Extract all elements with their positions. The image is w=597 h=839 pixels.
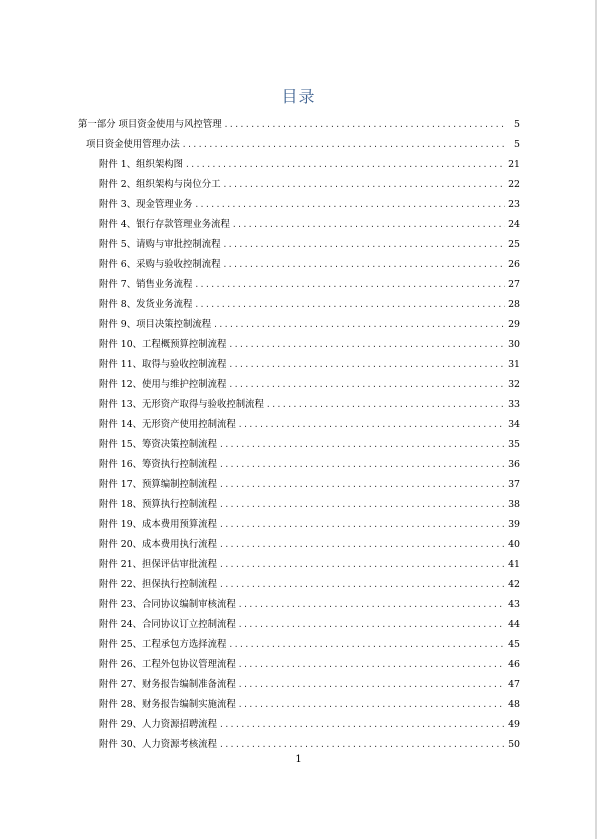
toc-entry-page: 23 — [508, 199, 520, 210]
toc-entry-page: 25 — [508, 239, 520, 250]
toc-entry[interactable] — [99, 735, 520, 751]
toc-entry-label: 附件 14、无形资产使用控制流程 — [99, 419, 236, 430]
toc-entry-label: 附件 16、筹资执行控制流程 — [99, 459, 218, 470]
toc-entry[interactable] — [99, 535, 520, 551]
dot-leader — [238, 699, 505, 711]
dot-leader — [228, 339, 505, 351]
toc-entry[interactable] — [99, 375, 520, 391]
toc-entry-label: 附件 22、担保执行控制流程 — [99, 579, 218, 590]
toc-entry-page: 5 — [514, 119, 520, 130]
toc-entry-label: 附件 24、合同协议订立控制流程 — [99, 619, 236, 630]
toc-entry-label: 附件 27、财务报告编制准备流程 — [99, 679, 236, 690]
dot-leader — [185, 159, 505, 171]
toc-entry-page: 38 — [508, 499, 520, 510]
toc-entry[interactable] — [99, 715, 520, 731]
dot-leader — [182, 139, 505, 151]
toc-entry-label: 附件 6、采购与验收控制流程 — [99, 259, 221, 270]
toc-entry[interactable] — [99, 395, 520, 411]
toc-entry-page: 50 — [508, 739, 520, 750]
toc-entry-label: 附件 26、工程外包协议管理流程 — [99, 659, 236, 670]
toc-entry-page: 30 — [508, 339, 520, 350]
toc-entry-label: 附件 29、人力资源招聘流程 — [99, 719, 218, 730]
toc-entry-page: 44 — [508, 619, 520, 630]
toc-entry-page: 5 — [514, 139, 520, 150]
toc-entry-page: 26 — [508, 259, 520, 270]
toc-entry[interactable] — [99, 255, 520, 271]
toc-entry[interactable] — [99, 455, 520, 471]
toc-entry[interactable] — [86, 135, 520, 151]
toc-entry-page: 48 — [508, 699, 520, 710]
toc-entry[interactable] — [99, 655, 520, 671]
dot-leader — [228, 379, 505, 391]
toc-entry[interactable] — [99, 215, 520, 231]
dot-leader — [238, 599, 505, 611]
toc-entry-label: 附件 21、担保评估审批流程 — [99, 559, 218, 570]
toc-entry[interactable] — [99, 595, 520, 611]
toc-entry-page: 34 — [508, 419, 520, 430]
dot-leader — [232, 219, 505, 231]
toc-part-entry[interactable] — [78, 115, 520, 131]
toc-entry[interactable] — [99, 435, 520, 451]
toc-entry-page: 49 — [508, 719, 520, 730]
dot-leader — [238, 419, 505, 431]
toc-entry-label: 附件 7、销售业务流程 — [99, 279, 193, 290]
dot-leader — [213, 319, 505, 331]
toc-entry-label: 附件 11、取得与验收控制流程 — [99, 359, 227, 370]
toc-entry[interactable] — [99, 495, 520, 511]
toc-entry-page: 32 — [508, 379, 520, 390]
toc-entry[interactable] — [99, 635, 520, 651]
toc-entry-page: 28 — [508, 299, 520, 310]
toc-entry-page: 41 — [508, 559, 520, 570]
dot-leader — [219, 499, 505, 511]
toc-entry-label: 附件 28、财务报告编制实施流程 — [99, 699, 236, 710]
page-title: 目录 — [281, 87, 316, 106]
toc-entry-label: 第一部分 项目资金使用与风控管理 — [78, 119, 222, 130]
toc-entry-label: 项目资金使用管理办法 — [86, 139, 180, 150]
toc-entry-page: 31 — [508, 359, 520, 370]
toc-entry-label: 附件 20、成本费用执行流程 — [99, 539, 218, 550]
toc-entry[interactable] — [99, 295, 520, 311]
toc-entry-label: 附件 8、发货业务流程 — [99, 299, 193, 310]
toc-entry[interactable] — [99, 575, 520, 591]
toc-entry-label: 附件 1、组织架构图 — [99, 159, 183, 170]
toc-entry-label: 附件 25、工程承包方选择流程 — [99, 639, 227, 650]
dot-leader — [219, 459, 505, 471]
dot-leader — [238, 619, 505, 631]
toc-entry-label: 附件 18、预算执行控制流程 — [99, 499, 218, 510]
toc-entry[interactable] — [99, 275, 520, 291]
toc-entry-page: 46 — [508, 659, 520, 670]
toc-entry[interactable] — [99, 555, 520, 571]
toc-entry[interactable] — [99, 155, 520, 171]
toc-entry-label: 附件 9、项目决策控制流程 — [99, 319, 212, 330]
toc-entry-page: 35 — [508, 439, 520, 450]
toc-entry-page: 37 — [508, 479, 520, 490]
toc-entry-page: 21 — [508, 159, 520, 170]
toc-entry[interactable] — [99, 315, 520, 331]
dot-leader — [219, 719, 505, 731]
toc-entry-page: 24 — [508, 219, 520, 230]
dot-leader — [228, 359, 505, 371]
toc-entry[interactable] — [99, 615, 520, 631]
dot-leader — [219, 539, 505, 551]
dot-leader — [222, 259, 505, 271]
toc-entry-page: 47 — [508, 679, 520, 690]
toc-entry-label: 附件 4、银行存款管理业务流程 — [99, 219, 230, 230]
toc-entry[interactable] — [99, 235, 520, 251]
toc-entry-page: 42 — [508, 579, 520, 590]
dot-leader — [238, 679, 505, 691]
dot-leader — [194, 199, 505, 211]
dot-leader — [222, 239, 505, 251]
toc-entry[interactable] — [99, 335, 520, 351]
dot-leader — [219, 579, 505, 591]
toc-entry[interactable] — [99, 515, 520, 531]
dot-leader — [194, 299, 505, 311]
toc-entry-label: 附件 15、筹资决策控制流程 — [99, 439, 218, 450]
toc-entry-page: 27 — [508, 279, 520, 290]
toc-entry-page: 36 — [508, 459, 520, 470]
toc-entry-label: 附件 2、组织架构与岗位分工 — [99, 179, 221, 190]
toc-entry[interactable] — [99, 195, 520, 211]
dot-leader — [228, 639, 505, 651]
dot-leader — [222, 179, 505, 191]
toc-entry-label: 附件 3、现金管理业务 — [99, 199, 193, 210]
toc-entry-label: 附件 30、人力资源考核流程 — [99, 739, 218, 750]
toc-entry-label: 附件 23、合同协议编制审核流程 — [99, 599, 236, 610]
dot-leader — [219, 479, 505, 491]
toc-entry-label: 附件 12、使用与维护控制流程 — [99, 379, 227, 390]
toc-entry[interactable] — [99, 175, 520, 191]
toc-entry-page: 29 — [508, 319, 520, 330]
toc-entry-label: 附件 19、成本费用预算流程 — [99, 519, 218, 530]
toc-entry-label: 附件 5、请购与审批控制流程 — [99, 239, 221, 250]
toc-entry-label: 附件 17、预算编制控制流程 — [99, 479, 218, 490]
dot-leader — [224, 119, 505, 131]
toc-entry-page: 39 — [508, 519, 520, 530]
dot-leader — [266, 399, 505, 411]
page-number: 1 — [295, 754, 302, 765]
dot-leader — [219, 439, 505, 451]
toc-entry[interactable] — [99, 675, 520, 691]
toc-entry[interactable] — [99, 415, 520, 431]
toc-entry[interactable] — [99, 355, 520, 371]
toc-entry-page: 22 — [508, 179, 520, 190]
toc-entry[interactable] — [99, 475, 520, 491]
toc-entry-page: 33 — [508, 399, 520, 410]
dot-leader — [219, 739, 505, 751]
toc-entry-page: 45 — [508, 639, 520, 650]
toc-entry[interactable] — [99, 695, 520, 711]
dot-leader — [238, 659, 505, 671]
dot-leader — [219, 519, 505, 531]
toc-entry-page: 40 — [508, 539, 520, 550]
toc-entry-page: 43 — [508, 599, 520, 610]
dot-leader — [194, 279, 505, 291]
toc-entry-label: 附件 10、工程概预算控制流程 — [99, 339, 227, 350]
toc-entry-label: 附件 13、无形资产取得与验收控制流程 — [99, 399, 264, 410]
dot-leader — [219, 559, 505, 571]
